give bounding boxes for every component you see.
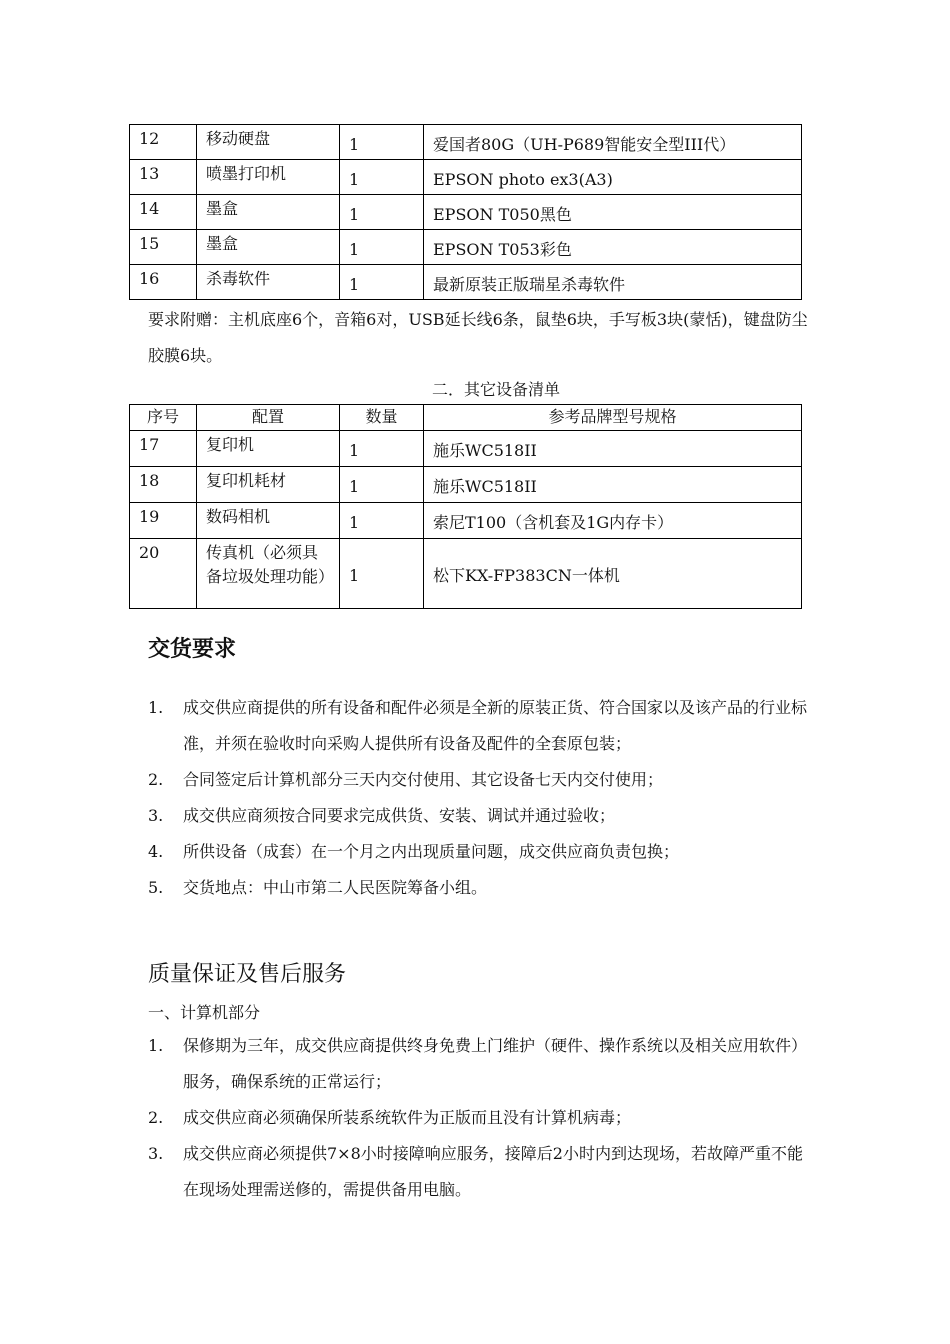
cell-num: 16 [130,265,197,300]
list-number: 2. [148,1108,164,1127]
cell-name: 喷墨打印机 [197,160,340,195]
list-number: 3. [148,806,164,825]
cell-qty: 1 [340,195,424,230]
other-equipment-caption: 二．其它设备清单 [432,380,561,399]
cell-name: 墨盒 [197,195,340,230]
list-item [148,1028,808,1100]
cell-name: 数码相机 [197,503,340,539]
list-item [148,762,808,798]
cell-spec: 施乐WC518II [424,467,802,503]
cell-qty: 1 [340,160,424,195]
list-text: 交货地点：中山市第二人民医院筹备小组。 [183,878,488,897]
list-item [148,870,808,906]
list-text: 合同签定后计算机部分三天内交付使用、其它设备七天内交付使用； [183,770,664,789]
table-row [130,125,802,160]
cell-num: 12 [130,125,197,160]
cell-num: 15 [130,230,197,265]
cell-spec: 爱国者80G（UH-P689智能安全型III代） [424,125,802,160]
table-row [130,503,802,539]
list-text: 保修期为三年，成交供应商提供终身免费上门维护（硬件、操作系统以及相关应用软件）服务，确保系统的正常运行； [183,1036,808,1091]
list-number: 1. [148,1036,164,1055]
cell-name: 复印机耗材 [197,467,340,503]
cell-num: 20 [130,539,197,609]
list-number: 5. [148,878,164,897]
cell-name: 杀毒软件 [197,265,340,300]
computer-section-subtitle: 一、计算机部分 [148,1003,261,1022]
cell-name: 移动硬盘 [197,125,340,160]
delivery-list [148,690,808,906]
cell-num: 18 [130,467,197,503]
cell-spec: 施乐WC518II [424,431,802,467]
cell-qty: 1 [340,265,424,300]
warranty-list [148,1028,808,1208]
cell-qty: 1 [340,431,424,467]
gift-requirement-note: 要求附赠：主机底座6个，音箱6对，USB延长线6条，鼠垫6块，手写板3块(蒙恬)，键盘防尘胶膜6块。 [148,310,808,365]
table-row [130,431,802,467]
table-row [130,265,802,300]
list-item [148,1100,808,1136]
table-header-row [130,405,802,431]
header-config: 配置 [197,405,340,431]
list-item [148,834,808,870]
cell-qty: 1 [340,503,424,539]
list-text: 成交供应商提供的所有设备和配件必须是全新的原装正货、符合国家以及该产品的行业标准，并须在验收时向采购人提供所有设备及配件的全套原包装； [183,698,808,753]
list-number: 4. [148,842,164,861]
header-num: 序号 [130,405,197,431]
delivery-heading: 交货要求 [148,637,237,662]
list-number: 1. [148,698,164,717]
table-row [130,539,802,609]
cell-spec: EPSON photo ex3(A3) [424,160,802,195]
other-equipment-table [129,404,802,609]
cell-qty: 1 [340,125,424,160]
cell-name: 传真机（必须具备垃圾处理功能） [197,539,340,609]
list-text: 所供设备（成套）在一个月之内出现质量问题，成交供应商负责包换； [183,842,680,861]
cell-spec: 最新原装正版瑞星杀毒软件 [424,265,802,300]
cell-qty: 1 [340,230,424,265]
list-text: 成交供应商必须确保所装系统软件为正版而且没有计算机病毒； [183,1108,632,1127]
table-row [130,230,802,265]
warranty-heading: 质量保证及售后服务 [148,962,347,987]
cell-qty: 1 [340,467,424,503]
table-row [130,160,802,195]
cell-num: 17 [130,431,197,467]
list-number: 2. [148,770,164,789]
cell-name: 复印机 [197,431,340,467]
table-row [130,467,802,503]
cell-num: 14 [130,195,197,230]
cell-name: 墨盒 [197,230,340,265]
header-qty: 数量 [340,405,424,431]
list-text: 成交供应商必须提供7×8小时接障响应服务，接障后2小时内到达现场，若故障严重不能在现场处理需送修的，需提供备用电脑。 [183,1144,803,1199]
list-number: 3. [148,1144,164,1163]
list-item [148,690,808,762]
list-item [148,1136,808,1208]
cell-num: 19 [130,503,197,539]
equipment-table-continued [129,124,802,300]
cell-spec: 松下KX-FP383CN一体机 [424,539,802,609]
cell-qty: 1 [340,539,424,609]
cell-spec: EPSON T053彩色 [424,230,802,265]
list-text: 成交供应商须按合同要求完成供货、安装、调试并通过验收； [183,806,616,825]
table-row [130,195,802,230]
cell-num: 13 [130,160,197,195]
cell-spec: EPSON T050黑色 [424,195,802,230]
header-spec: 参考品牌型号规格 [424,405,802,431]
list-item [148,798,808,834]
cell-spec: 索尼T100（含机套及1G内存卡） [424,503,802,539]
